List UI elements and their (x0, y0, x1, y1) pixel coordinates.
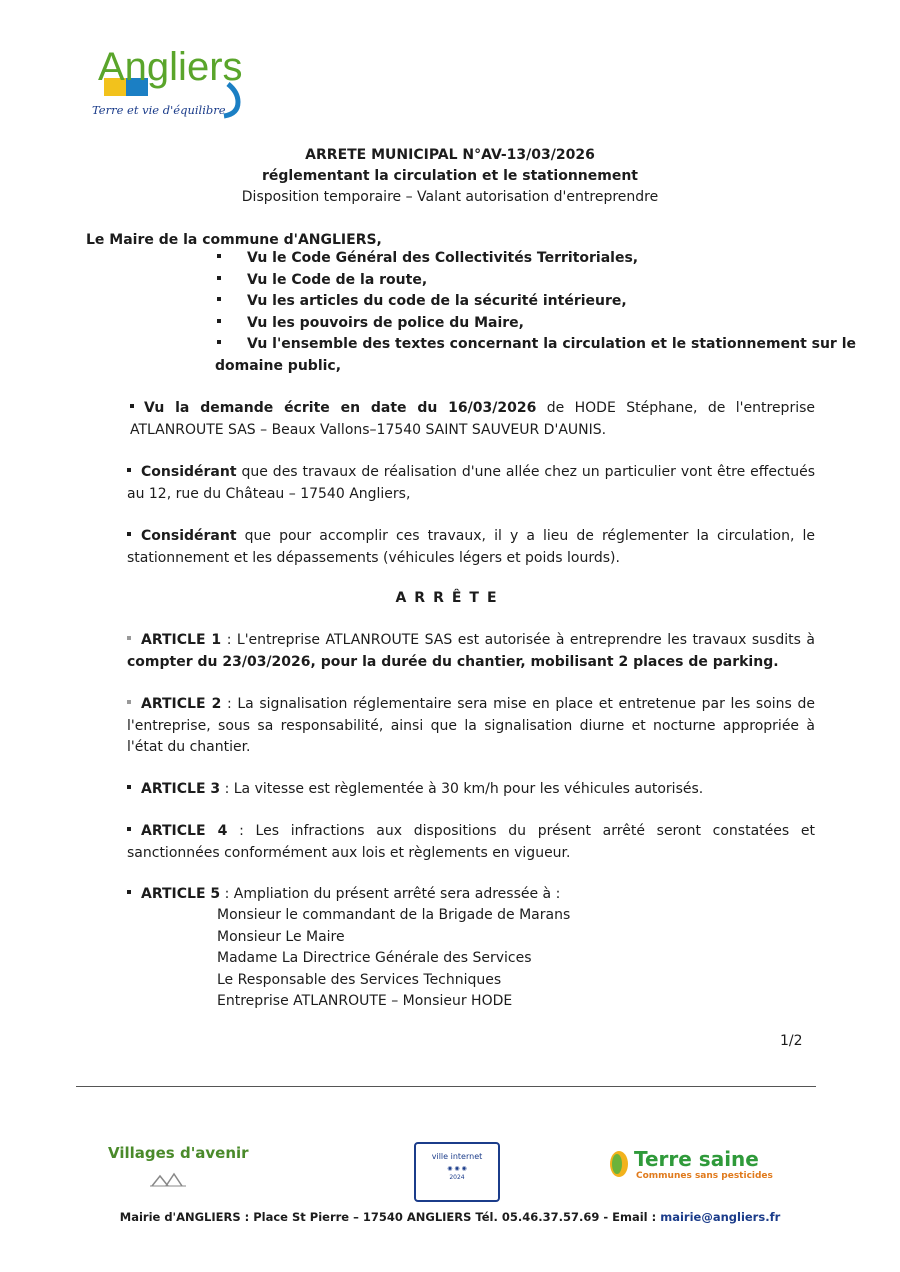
footer-divider (76, 1086, 816, 1087)
mairie-address: Mairie d'ANGLIERS : Place St Pierre – 17540 ANGLIERS Tél. 05.46.37.57.69 - Email : mairie@angliers.fr (119, 1210, 781, 1224)
bullet-icon (127, 700, 131, 704)
bullet-icon (127, 827, 131, 831)
bullet-icon (217, 254, 221, 258)
bullet-icon (130, 404, 134, 408)
bullet-icon (217, 276, 221, 280)
vu-list (215, 248, 857, 377)
recipient: Entreprise ATLANROUTE – Monsieur HODE (217, 993, 513, 1009)
bullet-icon (127, 532, 131, 536)
villages-avenir-text: Villages d'avenir (108, 1144, 249, 1162)
villages-avenir-logo (108, 1144, 249, 1194)
recipient: Monsieur Le Maire (217, 928, 345, 945)
bullet-icon (127, 636, 131, 640)
decree-number: ARRETE MUNICIPAL N°AV-13/03/2026 (305, 147, 595, 163)
page-number: 1/2 (780, 1033, 803, 1049)
vu-item: domaine public, (215, 357, 342, 374)
recipient: Madame La Directrice Générale des Services (217, 950, 532, 966)
ville-internet-badge (414, 1142, 500, 1202)
bullet-icon (217, 297, 221, 301)
vu-item: Vu le Code de la route, (215, 270, 815, 292)
logo-tagline: Terre et vie d'équilibre (92, 103, 226, 117)
demande-paragraph: Vu la demande écrite en date du 16/03/2026 de HODE Stéphane, de l'entreprise ATLANROUTE SAS – Beaux Vallons–17540 SAINT SAUVEUR D'AUNIS. (130, 400, 815, 438)
ville-internet-at-icons: ◉ ◉ ◉ (447, 1165, 467, 1172)
arrete-heading: ARRÊTE (395, 590, 505, 606)
logo-text: Angliers (98, 45, 243, 89)
considerant-1: Considérant que des travaux de réalisation d'une allée chez un particulier vont être effectués au 12, rue du Château – 17540 Angliers, (127, 464, 815, 502)
terre-saine-text: Terre saine (634, 1147, 759, 1171)
recipient: Le Responsable des Services Techniques (217, 971, 502, 988)
article-2: ARTICLE 2 : La signalisation réglementaire sera mise en place et entretenue par les soins de l'entreprise, sous sa responsabilité, ainsi que la signalisation diurne et nocturne appropriée à l'état du chantier. (127, 696, 815, 755)
recipients-list (217, 905, 717, 1013)
bullet-icon (127, 785, 131, 789)
leaf-icon (606, 1149, 632, 1179)
vu-item: Vu le Code Général des Collectivités Territoriales, (215, 248, 815, 270)
article-4: ARTICLE 4 : Les infractions aux dispositions du présent arrêté seront constatées et sanctionnées conformément aux lois et règlements en vigueur. (127, 823, 815, 861)
article-5: ARTICLE 5 : Ampliation du présent arrêté sera adressée à : (127, 884, 815, 906)
email-link[interactable]: mairie@angliers.fr (660, 1210, 781, 1224)
considerant-2: Considérant que pour accomplir ces travaux, il y a lieu de réglementer la circulation, le stationnement et les dépassements (véhicules légers et poids lourds). (127, 528, 815, 566)
decree-disposition: Disposition temporaire – Valant autorisation d'entreprendre (241, 189, 659, 205)
ville-internet-year: 2024 (449, 1174, 465, 1181)
recipient: Monsieur le commandant de la Brigade de Marans (217, 907, 571, 923)
angliers-logo (88, 38, 268, 130)
bullet-icon (217, 340, 221, 344)
vu-item: Vu l'ensemble des textes concernant la circulation et le stationnement sur le (215, 334, 815, 356)
article-1: ARTICLE 1 : L'entreprise ATLANROUTE SAS est autorisée à entreprendre les travaux susdits à compter du 23/03/2026, pour la durée du chantier, mobilisant 2 places de parking. (127, 632, 815, 670)
terre-saine-logo (608, 1147, 773, 1181)
article-3: ARTICLE 3 : La vitesse est règlementée à 30 km/h pour les véhicules autorisés. (127, 779, 815, 801)
ville-internet-text: ville internet (431, 1152, 483, 1161)
vu-item: Vu les articles du code de la sécurité intérieure, (215, 291, 815, 313)
decree-subject: réglementant la circulation et le stationnement (261, 168, 638, 184)
bullet-icon (217, 319, 221, 323)
vu-item: Vu les pouvoirs de police du Maire, (215, 313, 815, 335)
mayor-intro: Le Maire de la commune d'ANGLIERS, (86, 232, 382, 248)
bullet-icon (127, 468, 131, 472)
decree-title (0, 145, 900, 208)
bullet-icon (127, 890, 131, 894)
village-icon (148, 1166, 188, 1190)
terre-saine-sub: Communes sans pesticides (636, 1171, 773, 1181)
